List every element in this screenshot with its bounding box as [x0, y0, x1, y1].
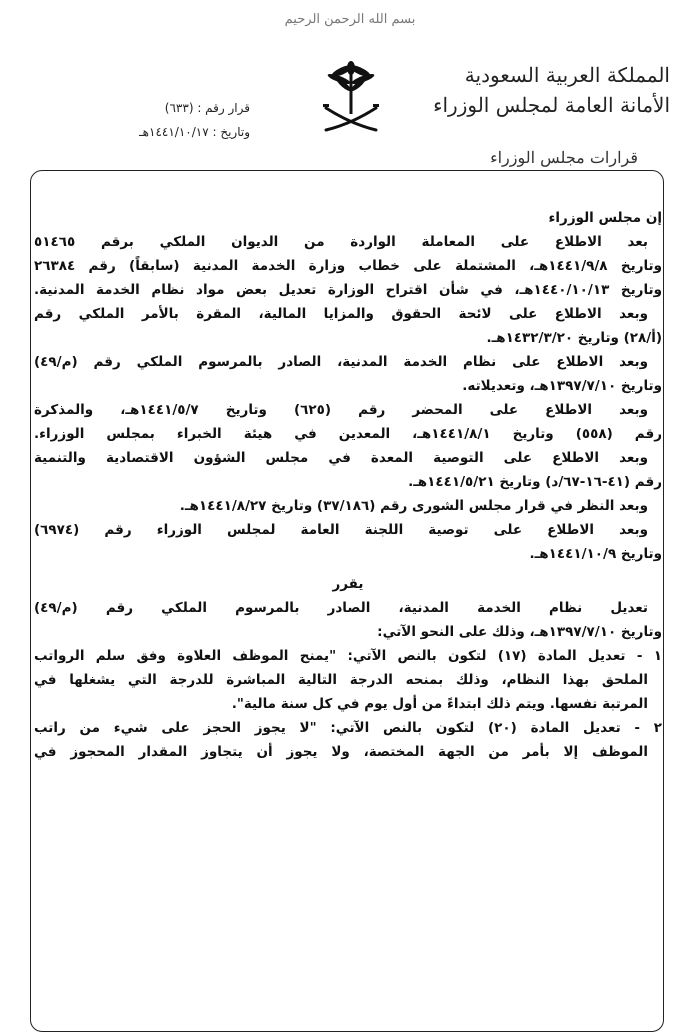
body-line: المرتبة نفسها. ويتم ذلك ابتداءً من أول يوم في كل سنة مالية". [231, 696, 648, 712]
body-line: وتاريخ ١٣٩٧/٧/١٠هـ، وذلك على النحو الآتي: [377, 624, 662, 640]
article-item: ٢ - تعديل المادة (٢٠) لتكون بالنص الآتي: "لا يجوز الحجز على شيء من راتب [34, 720, 662, 736]
decision-date: وتاريخ : ١٤٤١/١٠/١٧هـ [139, 125, 250, 139]
article-item: ١ - تعديل المادة (١٧) لتكون بالنص الآتي: "يمنح الموظف العلاوة وفق سلم الرواتب [34, 648, 662, 664]
decisions-label: قرارات مجلس الوزراء [490, 148, 638, 167]
body-line: رقم (٤١-١٦-٦٧/د) وتاريخ ١٤٤١/٥/٢١هـ. [408, 474, 662, 490]
body-line: الموظف إلا بأمر من الجهة المختصة، ولا يجوز أن يتجاوز المقدار المحجوز في [34, 744, 648, 760]
body-line: الملحق بهذا النظام، وذلك بمنحه الدرجة التالية المباشرة للدرجة التي يشغلها في [34, 672, 648, 688]
issuer-name [433, 60, 670, 120]
body-line: وبعد النظر في قرار مجلس الشورى رقم (٣٧/١٨٦) وتاريخ ١٤٤١/٨/٢٧هـ. [179, 498, 648, 514]
body-line: رقم (٥٥٨) وتاريخ ١٤٤١/٨/١هـ، المعدين في هيئة الخبراء بمجلس الوزراء. [34, 426, 662, 442]
general-secretariat-name: الأمانة العامة لمجلس الوزراء [433, 93, 670, 117]
body-line: وبعد الاطلاع على المحضر رقم (٦٢٥) وتاريخ ١٤٤١/٥/٧هـ، والمذكرة [34, 402, 648, 418]
body-line: وتاريخ ١٤٤١/١٠/٩هـ. [529, 546, 662, 562]
body-line: (أ/٢٨) وتاريخ ١٤٣٢/٣/٢٠هـ. [486, 330, 662, 346]
kingdom-name: المملكة العربية السعودية [464, 63, 670, 87]
body-line: وتاريخ ١٣٩٧/٧/١٠هـ، وتعديلاته. [462, 378, 662, 394]
body-line: وبعد الاطلاع على التوصية المعدة في مجلس الشؤون الاقتصادية والتنمية [34, 450, 648, 466]
opening-line: إن مجلس الوزراء [548, 210, 662, 226]
resolves-heading: يقرر [332, 576, 364, 592]
body-line: وبعد الاطلاع على نظام الخدمة المدنية، الصادر بالمرسوم الملكي رقم (م/٤٩) [34, 354, 648, 370]
decision-number: قرار رقم : (٦٣٣) [164, 101, 250, 115]
body-line: وبعد الاطلاع على لائحة الحقوق والمزايا المالية، المقرة بالأمر الملكي رقم [34, 306, 648, 322]
basmala: بسم الله الرحمن الرحيم [284, 12, 416, 27]
body-line: وتاريخ ١٤٤٠/١٠/١٣هـ، في شأن اقتراح الوزارة تعديل بعض مواد نظام الخدمة المدنية. [34, 282, 662, 298]
body-line: وتاريخ ١٤٤١/٩/٨هـ، المشتملة على خطاب وزارة الخدمة المدنية (سابقاً) رقم ٢٦٣٨٤ [34, 258, 662, 274]
body-line: وبعد الاطلاع على توصية اللجنة العامة لمجلس الوزراء رقم (٦٩٧٤) [34, 522, 648, 538]
decision-meta [60, 96, 250, 144]
saudi-emblem-icon [320, 58, 382, 138]
decision-body [34, 206, 662, 764]
body-line: تعديل نظام الخدمة المدنية، الصادر بالمرسوم الملكي رقم (م/٤٩) [34, 600, 648, 616]
body-line: بعد الاطلاع على المعاملة الواردة من الديوان الملكي برقم ٥١٤٦٥ [34, 234, 648, 250]
